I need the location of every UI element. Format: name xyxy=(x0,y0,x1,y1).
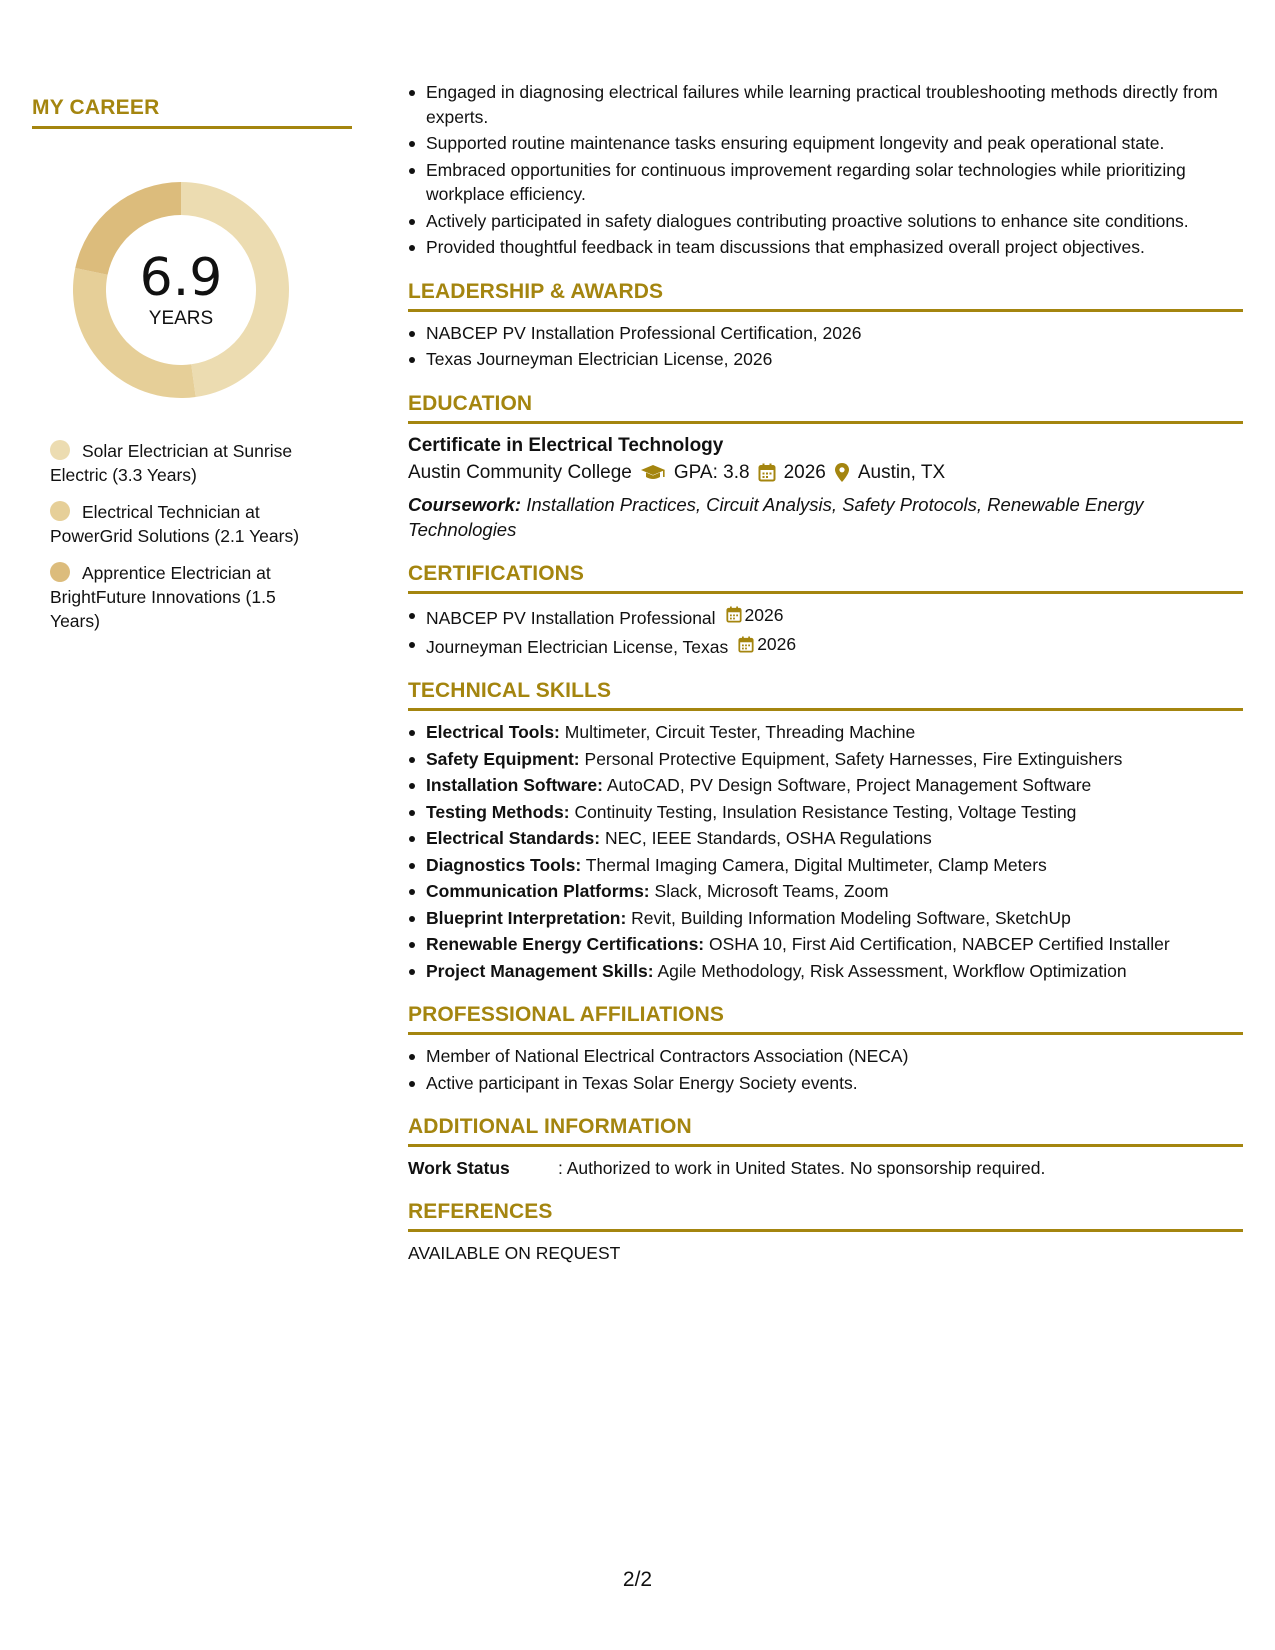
coursework-text: Installation Practices, Circuit Analysis, Safety Protocols, Renewable Energy Technologies xyxy=(408,493,1144,540)
references-text: AVAILABLE ON REQUEST xyxy=(408,1243,621,1263)
certification-name: NABCEP PV Installation Professional xyxy=(426,607,716,628)
list-item: Texas Journeyman Electrician License, 2026 xyxy=(408,347,1243,372)
legend-label: Solar Electrician at Sunrise Electric (3.3 Years) xyxy=(50,441,293,485)
legend-label: Electrical Technician at PowerGrid Solutions (2.1 Years) xyxy=(50,502,300,546)
location-pin-icon xyxy=(834,462,850,483)
list-item: Actively participated in safety dialogues contributing proactive solutions to enhance site conditions. xyxy=(408,209,1243,234)
experience-bullets xyxy=(408,80,1243,260)
education-location: Austin, TX xyxy=(857,461,946,483)
section-title: CERTIFICATIONS xyxy=(408,562,1243,594)
education-meta xyxy=(408,459,1243,487)
affiliations-list xyxy=(408,1044,1243,1095)
skill-name: Renewable Energy Certifications: xyxy=(426,934,705,954)
legend-item xyxy=(50,561,330,633)
skill-value: NEC, IEEE Standards, OSHA Regulations xyxy=(604,828,932,848)
legend-item xyxy=(50,500,330,548)
skill-value: OSHA 10, First Aid Certification, NABCEP Certified Installer xyxy=(709,934,1170,954)
legend-item xyxy=(50,439,330,487)
education-section xyxy=(408,392,1243,542)
skill-value: Continuity Testing, Insulation Resistance Testing, Voltage Testing xyxy=(574,801,1077,822)
calendar-icon xyxy=(738,636,754,653)
skill-name: Blueprint Interpretation: xyxy=(426,907,627,928)
additional-info-section xyxy=(408,1115,1243,1180)
section-title: PROFESSIONAL AFFILIATIONS xyxy=(408,1003,1243,1035)
skill-name: Communication Platforms: xyxy=(426,881,650,901)
list-item xyxy=(408,603,1243,630)
list-item xyxy=(408,906,1243,931)
skill-value: AutoCAD, PV Design Software, Project Management Software xyxy=(606,775,1092,795)
legend-dot-icon xyxy=(50,501,70,521)
calendar-icon xyxy=(726,606,742,623)
education-school: Austin Community College xyxy=(408,461,632,483)
skill-name: Project Management Skills: xyxy=(426,960,654,981)
list-item: NABCEP PV Installation Professional Certification, 2026 xyxy=(408,321,1243,346)
certification-date xyxy=(738,632,796,657)
section-title: LEADERSHIP & AWARDS xyxy=(408,280,1243,312)
skills-list xyxy=(408,720,1243,983)
section-title: TECHNICAL SKILLS xyxy=(408,679,1243,711)
list-item: Supported routine maintenance tasks ensuring equipment longevity and peak operational state. xyxy=(408,131,1243,156)
list-item xyxy=(408,747,1243,772)
skill-value: Revit, Building Information Modeling Software, SketchUp xyxy=(631,907,1071,928)
skill-value: Thermal Imaging Camera, Digital Multimeter, Clamp Meters xyxy=(585,854,1047,875)
certification-date xyxy=(726,603,784,628)
list-item xyxy=(408,720,1243,745)
list-item xyxy=(408,959,1243,984)
list-item xyxy=(408,800,1243,825)
skill-value: Agile Methodology, Risk Assessment, Workflow Optimization xyxy=(657,960,1127,981)
section-title: EDUCATION xyxy=(408,392,1243,424)
leadership-section xyxy=(408,280,1243,372)
section-title: ADDITIONAL INFORMATION xyxy=(408,1115,1243,1147)
skill-name: Testing Methods: xyxy=(426,801,570,822)
skill-name: Installation Software: xyxy=(426,775,603,795)
list-item: Provided thoughtful feedback in team discussions that emphasized overall project objectives. xyxy=(408,235,1243,260)
info-row xyxy=(408,1156,1243,1180)
education-year: 2026 xyxy=(783,461,826,483)
list-item xyxy=(408,826,1243,851)
list-item xyxy=(408,773,1243,798)
info-key: Work Status xyxy=(408,1158,510,1178)
certification-year: 2026 xyxy=(744,604,784,625)
page-number: 2/2 xyxy=(622,1568,653,1591)
skill-name: Electrical Tools: xyxy=(426,722,560,742)
legend-dot-icon xyxy=(50,562,70,582)
certification-name: Journeyman Electrician License, Texas xyxy=(426,636,729,657)
career-sidebar xyxy=(32,96,352,646)
certifications-list xyxy=(408,603,1243,660)
skill-name: Safety Equipment: xyxy=(426,748,580,769)
info-value: : Authorized to work in United States. No sponsorship required. xyxy=(558,1158,1046,1178)
leadership-list xyxy=(408,321,1243,372)
main-column xyxy=(408,80,1243,1265)
career-legend xyxy=(50,439,330,633)
skill-value: Multimeter, Circuit Tester, Threading Machine xyxy=(564,722,916,742)
skill-name: Electrical Standards: xyxy=(426,828,601,848)
certifications-section xyxy=(408,562,1243,660)
career-donut-chart xyxy=(66,175,296,405)
calendar-icon xyxy=(758,463,776,482)
list-item: Active participant in Texas Solar Energy Society events. xyxy=(408,1071,1243,1096)
education-coursework xyxy=(408,492,1243,542)
references-section xyxy=(408,1200,1243,1265)
skill-value: Slack, Microsoft Teams, Zoom xyxy=(654,881,889,901)
list-item: Member of National Electrical Contractors Association (NECA) xyxy=(408,1044,1243,1069)
list-item xyxy=(408,853,1243,878)
career-title: MY CAREER xyxy=(32,96,352,129)
legend-dot-icon xyxy=(50,440,70,460)
list-item: Embraced opportunities for continuous improvement regarding solar technologies while prioritizing workplace efficiency. xyxy=(408,158,1243,207)
list-item xyxy=(408,932,1243,957)
list-item: Engaged in diagnosing electrical failures while learning practical troubleshooting methods directly from experts. xyxy=(408,80,1243,129)
skill-name: Diagnostics Tools: xyxy=(426,854,582,875)
affiliations-section xyxy=(408,1003,1243,1095)
total-years-unit: YEARS xyxy=(148,308,214,329)
graduation-cap-icon xyxy=(640,464,666,482)
coursework-label: Coursework: xyxy=(408,493,522,515)
skills-section xyxy=(408,679,1243,983)
education-gpa: GPA: 3.8 xyxy=(673,461,750,483)
list-item xyxy=(408,879,1243,904)
certification-year: 2026 xyxy=(757,633,797,654)
total-years-value: 6.9 xyxy=(139,248,223,308)
list-item xyxy=(408,632,1243,659)
legend-label: Apprentice Electrician at BrightFuture Innovations (1.5 Years) xyxy=(50,563,276,631)
donut-center xyxy=(66,175,296,405)
skill-value: Personal Protective Equipment, Safety Harnesses, Fire Extinguishers xyxy=(584,748,1123,769)
education-degree: Certificate in Electrical Technology xyxy=(408,434,724,456)
section-title: REFERENCES xyxy=(408,1200,1243,1232)
